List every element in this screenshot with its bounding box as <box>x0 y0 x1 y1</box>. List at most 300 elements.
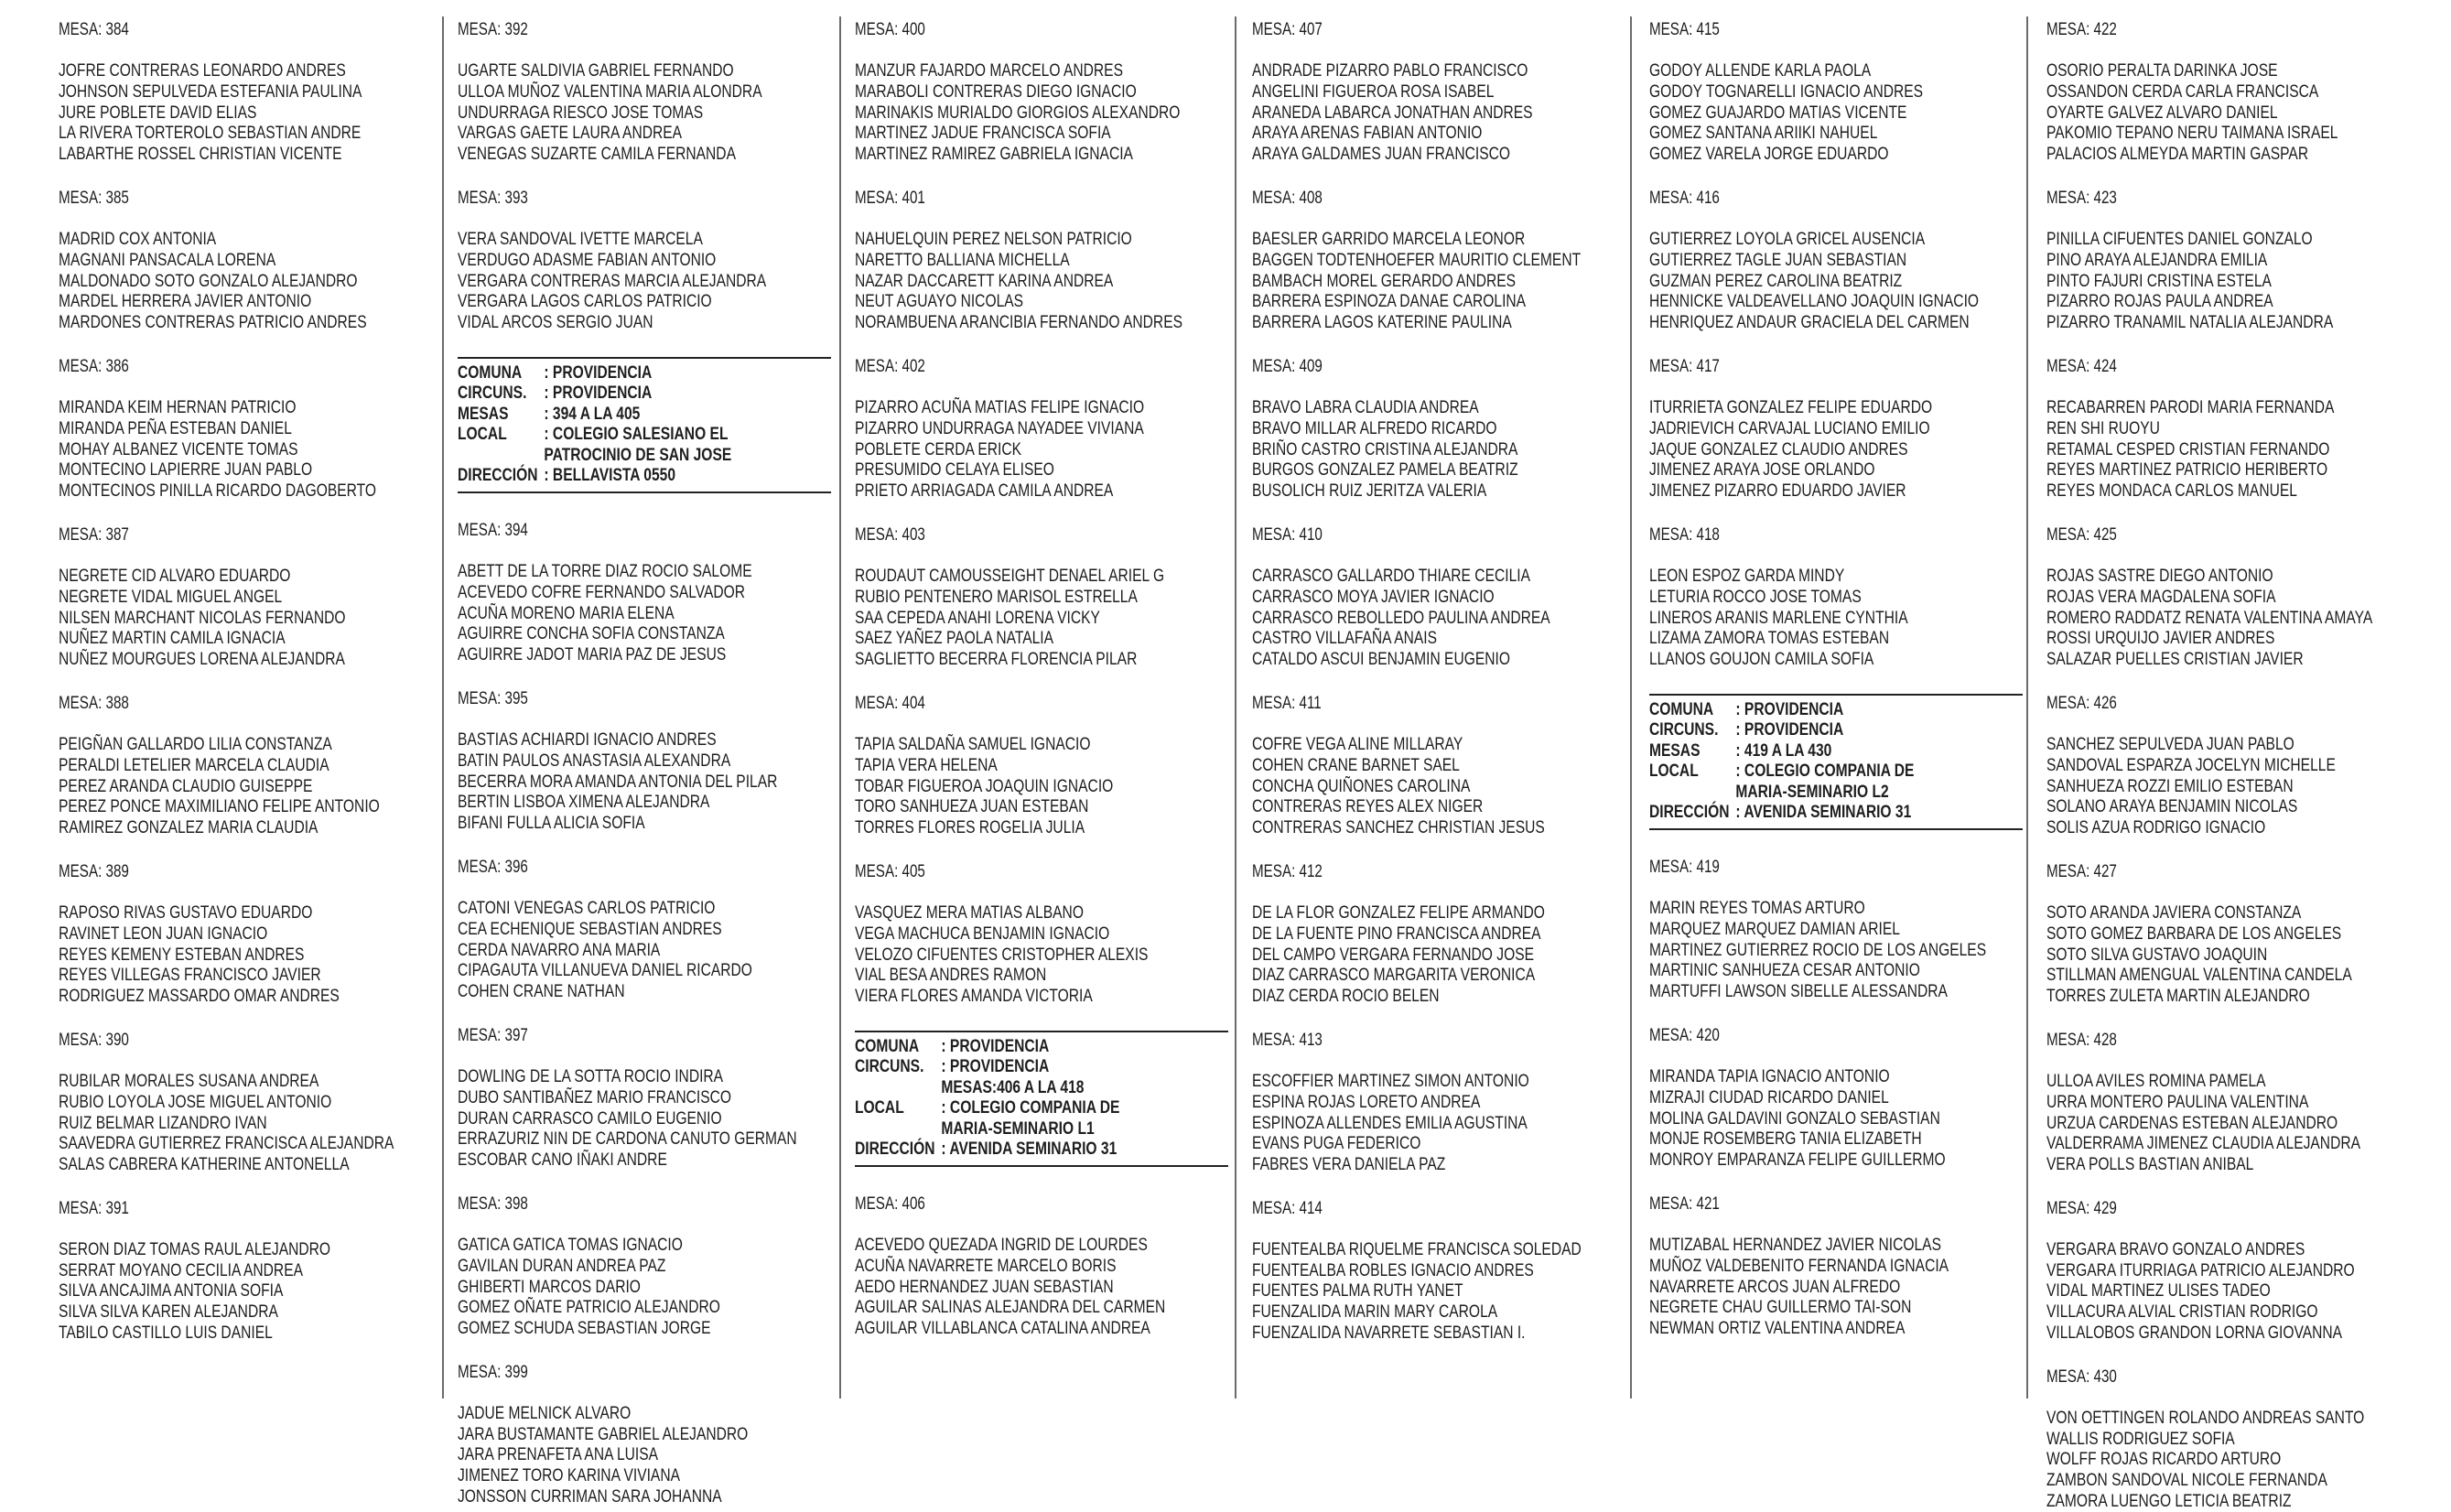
box-field-value: MESAS:406 A LA 418 <box>941 1076 1085 1097</box>
name-list <box>458 1403 831 1507</box>
voter-name: MALDONADO SOTO GONZALO ALEJANDRO <box>59 270 358 291</box>
mesa-label: MESA: 417 <box>1649 356 1720 376</box>
voter-name: MOHAY ALBANEZ VICENTE TOMAS <box>59 438 298 459</box>
voter-name: SALAS CABRERA KATHERINE ANTONELLA <box>59 1154 350 1175</box>
voter-name: PIZARRO ROJAS PAULA ANDREA <box>2046 291 2273 312</box>
voter-name: JIMENEZ PIZARRO EDUARDO JAVIER <box>1649 481 1906 502</box>
column-5 <box>1649 20 1987 1393</box>
mesa-section <box>59 20 432 165</box>
voter-name: SOLIS AZUA RODRIGO IGNACIO <box>2046 817 2266 838</box>
mesa-label: MESA: 389 <box>59 861 129 881</box>
voter-name: ROSSI URQUIJO JAVIER ANDRES <box>2046 628 2275 649</box>
mesa-section <box>1252 357 1625 502</box>
voter-name: URRA MONTERO PAULINA VALENTINA <box>2046 1091 2309 1112</box>
mesa-section <box>2046 1199 2420 1344</box>
voter-name: PINO ARAYA ALEJANDRA EMILIA <box>2046 249 2268 270</box>
voter-name: LA RIVERA TORTEROLO SEBASTIAN ANDRE <box>59 123 362 144</box>
voter-name: MIZRAJI CIUDAD RICARDO DANIEL <box>1649 1086 1889 1107</box>
voter-name: ACEVEDO COFRE FERNANDO SALVADOR <box>458 581 746 602</box>
voter-name: CERDA NAVARRO ANA MARIA <box>458 939 661 960</box>
mesa-section <box>458 189 831 333</box>
mesa-section <box>59 1031 432 1175</box>
mesa-label: MESA: 414 <box>1252 1198 1323 1218</box>
mesa-section <box>2046 20 2420 165</box>
voter-name: RUBIO LOYOLA JOSE MIGUEL ANTONIO <box>59 1091 332 1112</box>
mesa-label: MESA: 388 <box>59 693 129 713</box>
voter-name: VERGARA ITURRIAGA PATRICIO ALEJANDRO <box>2046 1259 2355 1280</box>
voter-name: GHIBERTI MARCOS DARIO <box>458 1276 641 1297</box>
mesa-section <box>458 20 831 165</box>
voter-name: VILLACURA ALVIAL CRISTIAN RODRIGO <box>2046 1301 2318 1323</box>
name-list <box>458 1066 831 1171</box>
name-list <box>458 229 831 333</box>
mesa-section <box>458 1026 831 1171</box>
voter-name: VERGARA BRAVO GONZALO ANDRES <box>2046 1238 2305 1259</box>
voter-name: RAMIREZ GONZALEZ MARIA CLAUDIA <box>59 817 319 838</box>
mesa-section <box>458 1194 831 1339</box>
voter-name: JOHNSON SEPULVEDA ESTEFANIA PAULINA <box>59 81 362 102</box>
box-field-value: : AVENIDA SEMINARIO 31 <box>1735 802 1912 823</box>
voter-name: ANGELINI FIGUEROA ROSA ISABEL <box>1252 81 1495 102</box>
voter-name: PEREZ PONCE MAXIMILIANO FELIPE ANTONIO <box>59 796 380 817</box>
voter-name: PIZARRO ACUÑA MATIAS FELIPE IGNACIO <box>855 396 1145 417</box>
name-list <box>1649 1066 2023 1171</box>
mesa-label: MESA: 424 <box>2046 356 2117 376</box>
box-field-value: : PROVIDENCIA <box>544 362 653 383</box>
voter-name: BURGOS GONZALEZ PAMELA BEATRIZ <box>1252 459 1518 481</box>
column-separator <box>839 16 841 1399</box>
mesa-section <box>59 525 432 670</box>
name-list <box>458 1235 831 1339</box>
box-field-value: : 419 A LA 430 <box>1735 740 1832 761</box>
voter-name: PAKOMIO TEPANO NERU TAIMANA ISRAEL <box>2046 123 2338 144</box>
mesa-label: MESA: 412 <box>1252 861 1323 881</box>
mesa-label: MESA: 428 <box>2046 1030 2117 1050</box>
mesa-label: MESA: 387 <box>59 524 129 545</box>
voter-name: LABARTHE ROSSEL CHRISTIAN VICENTE <box>59 144 342 165</box>
box-field-label: LOCAL <box>855 1097 904 1118</box>
voter-name: JOFRE CONTRERAS LEONARDO ANDRES <box>59 60 346 81</box>
voter-name: RUBIO PENTENERO MARISOL ESTRELLA <box>855 586 1138 607</box>
voter-name: OYARTE GALVEZ ALVARO DANIEL <box>2046 102 2278 123</box>
voter-name: FUENTEALBA ROBLES IGNACIO ANDRES <box>1252 1259 1534 1280</box>
mesa-section <box>1649 525 2023 670</box>
voter-name: MONTECINOS PINILLA RICARDO DAGOBERTO <box>59 481 377 502</box>
mesa-label: MESA: 402 <box>855 356 925 376</box>
mesa-label: MESA: 416 <box>1649 188 1720 208</box>
voter-name: UNDURRAGA RIESCO JOSE TOMAS <box>458 102 704 123</box>
mesa-section <box>59 1199 432 1344</box>
name-list <box>1252 566 1625 670</box>
voter-name: BASTIAS ACHIARDI IGNACIO ANDRES <box>458 729 717 750</box>
name-list <box>1252 902 1625 1007</box>
box-field-label: MESAS <box>1649 740 1701 761</box>
mesa-section <box>458 689 831 834</box>
voter-name: GUZMAN PEREZ CAROLINA BEATRIZ <box>1649 270 1903 291</box>
voter-name: NAZAR DACCARETT KARINA ANDREA <box>855 270 1114 291</box>
voter-name: GUTIERREZ LOYOLA GRICEL AUSENCIA <box>1649 228 1926 249</box>
name-list <box>2046 1071 2420 1175</box>
voter-name: CATONI VENEGAS CARLOS PATRICIO <box>458 897 716 918</box>
voter-name: NEWMAN ORTIZ VALENTINA ANDREA <box>1649 1318 1906 1339</box>
voter-name: LINEROS ARANIS MARLENE CYNTHIA <box>1649 607 1908 628</box>
column-separator <box>442 16 444 1399</box>
mesa-label: MESA: 390 <box>59 1030 129 1050</box>
voter-name: ACUÑA MORENO MARIA ELENA <box>458 602 675 623</box>
name-list <box>855 902 1228 1007</box>
name-list <box>2046 1239 2420 1344</box>
voter-name: WALLIS RODRIGUEZ SOFIA <box>2046 1428 2235 1449</box>
voter-name: GOMEZ OÑATE PATRICIO ALEJANDRO <box>458 1297 720 1318</box>
mesa-section <box>855 20 1228 165</box>
voter-name: ERRAZURIZ NIN DE CARDONA CANUTO GERMAN <box>458 1129 797 1150</box>
mesa-section <box>1649 20 2023 165</box>
voter-name: ESCOFFIER MARTINEZ SIMON ANTONIO <box>1252 1070 1529 1091</box>
mesa-section <box>1252 1199 1625 1344</box>
voter-name: VERGARA CONTRERAS MARCIA ALEJANDRA <box>458 270 767 291</box>
voter-name: GOMEZ SANTANA ARIIKI NAHUEL <box>1649 123 1878 144</box>
voter-name: ULLOA AVILES ROMINA PAMELA <box>2046 1070 2266 1091</box>
mesa-label: MESA: 398 <box>458 1193 528 1214</box>
voter-name: MIRANDA PEÑA ESTEBAN DANIEL <box>59 417 292 438</box>
mesa-section <box>2046 1367 2420 1512</box>
voter-name: LIZAMA ZAMORA TOMAS ESTEBAN <box>1649 628 1890 649</box>
mesa-section <box>2046 862 2420 1007</box>
voter-name: GUTIERREZ TAGLE JUAN SEBASTIAN <box>1649 249 1907 270</box>
voter-name: MARTINEZ JADUE FRANCISCA SOFIA <box>855 123 1111 144</box>
voter-name: ARANEDA LABARCA JONATHAN ANDRES <box>1252 102 1533 123</box>
voter-name: SOLANO ARAYA BENJAMIN NICOLAS <box>2046 796 2298 817</box>
voter-name: VEGA MACHUCA BENJAMIN IGNACIO <box>855 923 1110 944</box>
voter-name: CARRASCO REBOLLEDO PAULINA ANDREA <box>1252 607 1550 628</box>
column-separator <box>1630 16 1632 1399</box>
mesa-label: MESA: 394 <box>458 520 528 540</box>
mesa-label: MESA: 392 <box>458 20 528 39</box>
box-field-label <box>458 445 544 466</box>
voter-name: MARTINIC SANHUEZA CESAR ANTONIO <box>1649 960 1920 981</box>
voter-name: PRESUMIDO CELAYA ELISEO <box>855 459 1054 481</box>
voter-name: REYES VILLEGAS FRANCISCO JAVIER <box>59 965 321 986</box>
mesa-section <box>1649 357 2023 502</box>
voter-name: VIDAL MARTINEZ ULISES TADEO <box>2046 1280 2271 1301</box>
mesa-label: MESA: 423 <box>2046 188 2117 208</box>
voter-name: VARGAS GAETE LAURA ANDREA <box>458 123 683 144</box>
voter-name: VALDERRAMA JIMENEZ CLAUDIA ALEJANDRA <box>2046 1133 2361 1154</box>
voter-name: BRIÑO CASTRO CRISTINA ALEJANDRA <box>1252 438 1518 459</box>
box-field-label: DIRECCIÓN <box>855 1139 935 1160</box>
voter-name: NEGRETE VIDAL MIGUEL ANGEL <box>59 586 283 607</box>
voter-name: SANDOVAL ESPARZA JOCELYN MICHELLE <box>2046 754 2336 775</box>
name-list <box>1649 566 2023 670</box>
voter-name: COFRE VEGA ALINE MILLARAY <box>1252 733 1463 754</box>
voter-name: ANDRADE PIZARRO PABLO FRANCISCO <box>1252 60 1528 81</box>
voter-name: SERON DIAZ TOMAS RAUL ALEJANDRO <box>59 1238 331 1259</box>
name-list <box>855 566 1228 670</box>
voter-name: LEON ESPOZ GARDA MINDY <box>1649 565 1845 586</box>
box-field-value: : PROVIDENCIA <box>1735 719 1844 740</box>
mesa-label: MESA: 399 <box>458 1362 528 1382</box>
voter-name: MIRANDA KEIM HERNAN PATRICIO <box>59 396 297 417</box>
voter-name: JAQUE GONZALEZ CLAUDIO ANDRES <box>1649 438 1908 459</box>
voter-name: VENEGAS SUZARTE CAMILA FERNANDA <box>458 144 736 165</box>
voter-name: MARIN REYES TOMAS ARTURO <box>1649 897 1865 918</box>
box-field-label: CIRCUNS. <box>1649 719 1719 740</box>
voter-name: SOTO SILVA GUSTAVO JOAQUIN <box>2046 944 2268 965</box>
voter-name: SANCHEZ SEPULVEDA JUAN PABLO <box>2046 733 2294 754</box>
mesa-label: MESA: 393 <box>458 188 528 208</box>
name-list <box>458 561 831 665</box>
mesa-section <box>2046 357 2420 502</box>
voter-name: ROJAS VERA MAGDALENA SOFIA <box>2046 586 2276 607</box>
voter-name: MADRID COX ANTONIA <box>59 228 217 249</box>
box-field-value: : PROVIDENCIA <box>544 383 653 404</box>
box-field-value: : COLEGIO SALESIANO EL <box>544 424 729 445</box>
name-list <box>855 60 1228 165</box>
voter-name: GATICA GATICA TOMAS IGNACIO <box>458 1234 683 1255</box>
voter-name: VELOZO CIFUENTES CRISTOPHER ALEXIS <box>855 944 1149 965</box>
voter-name: BECERRA MORA AMANDA ANTONIA DEL PILAR <box>458 771 778 792</box>
voter-name: ESCOBAR CANO IÑAKI ANDRE <box>458 1150 667 1171</box>
mesa-section <box>855 694 1228 838</box>
mesa-section <box>458 858 831 1002</box>
name-list <box>2046 902 2420 1007</box>
voter-name: RUIZ BELMAR LIZANDRO IVAN <box>59 1112 267 1133</box>
name-list <box>855 1235 1228 1339</box>
voter-name: NARETTO BALLIANA MICHELLA <box>855 249 1070 270</box>
voter-name: FUENZALIDA NAVARRETE SEBASTIAN I. <box>1252 1323 1526 1344</box>
box-field-value: : COLEGIO COMPANIA DE <box>941 1097 1120 1118</box>
voter-name: NILSEN MARCHANT NICOLAS FERNANDO <box>59 607 346 628</box>
voter-name: TORRES FLORES ROGELIA JULIA <box>855 817 1085 838</box>
voter-name: JADRIEVICH CARVAJAL LUCIANO EMILIO <box>1649 417 1930 438</box>
voter-name: EVANS PUGA FEDERICO <box>1252 1133 1421 1154</box>
voter-name: SAGLIETTO BECERRA FLORENCIA PILAR <box>855 649 1138 670</box>
box-field-label <box>1649 782 1735 803</box>
voter-name: SAA CEPEDA ANAHI LORENA VICKY <box>855 607 1100 628</box>
mesa-label: MESA: 384 <box>59 20 129 39</box>
voter-name: MARTINEZ GUTIERREZ ROCIO DE LOS ANGELES <box>1649 939 1987 960</box>
mesa-label: MESA: 415 <box>1649 20 1720 39</box>
voter-name: FUENTEALBA RIQUELME FRANCISCA SOLEDAD <box>1252 1238 1582 1259</box>
mesa-label: MESA: 425 <box>2046 524 2117 545</box>
voter-name: VON OETTINGEN ROLANDO ANDREAS SANTO <box>2046 1407 2365 1428</box>
mesa-section <box>1252 862 1625 1007</box>
voter-name: NUÑEZ MARTIN CAMILA IGNACIA <box>59 628 286 649</box>
box-field-label: CIRCUNS. <box>458 383 527 404</box>
mesa-label: MESA: 395 <box>458 688 528 708</box>
voter-name: PIZARRO UNDURRAGA NAYADEE VIVIANA <box>855 417 1144 438</box>
voter-name: CEA ECHENIQUE SEBASTIAN ANDRES <box>458 918 722 939</box>
mesa-label: MESA: 397 <box>458 1025 528 1045</box>
voter-name: JIMENEZ ARAYA JOSE ORLANDO <box>1649 459 1875 481</box>
box-field-value: : 394 A LA 405 <box>544 403 641 424</box>
voter-name: CATALDO ASCUI BENJAMIN EUGENIO <box>1252 649 1511 670</box>
voter-name: NEGRETE CHAU GUILLERMO TAI-SON <box>1649 1297 1912 1318</box>
mesa-section <box>1649 858 2023 1002</box>
voter-name: MANZUR FAJARDO MARCELO ANDRES <box>855 60 1123 81</box>
voter-name: TAPIA SALDAÑA SAMUEL IGNACIO <box>855 733 1091 754</box>
voter-name: DEL CAMPO VERGARA FERNANDO JOSE <box>1252 944 1535 965</box>
voter-name: DUBO SANTIBAÑEZ MARIO FRANCISCO <box>458 1086 732 1107</box>
voter-name: FABRES VERA DANIELA PAZ <box>1252 1154 1446 1175</box>
mesa-section <box>1252 525 1625 670</box>
mesa-section <box>59 189 432 333</box>
voter-name: NORAMBUENA ARANCIBIA FERNANDO ANDRES <box>855 312 1183 333</box>
name-list <box>1649 397 2023 502</box>
mesa-label: MESA: 406 <box>855 1193 925 1214</box>
mesa-label: MESA: 386 <box>59 356 129 376</box>
mesa-section <box>59 694 432 838</box>
column-separator <box>2026 16 2028 1399</box>
voter-name: MAGNANI PANSACALA LORENA <box>59 249 276 270</box>
voter-name: BAGGEN TODTENHOEFER MAURITIO CLEMENT <box>1252 249 1582 270</box>
voter-name: OSORIO PERALTA DARINKA JOSE <box>2046 60 2278 81</box>
voter-name: TOBAR FIGUEROA JOAQUIN IGNACIO <box>855 775 1114 796</box>
name-list <box>59 229 432 333</box>
voter-name: HENNICKE VALDEAVELLANO JOAQUIN IGNACIO <box>1649 291 1980 312</box>
voter-name: COHEN CRANE NATHAN <box>458 981 625 1002</box>
voter-name: ULLOA MUÑOZ VALENTINA MARIA ALONDRA <box>458 81 762 102</box>
name-list <box>2046 566 2420 670</box>
box-field-label: LOCAL <box>1649 761 1699 782</box>
name-list <box>458 60 831 165</box>
polling-place-box <box>1649 694 2023 830</box>
name-list <box>59 1239 432 1344</box>
voter-name: MARDEL HERRERA JAVIER ANTONIO <box>59 291 312 312</box>
voter-name: VIERA FLORES AMANDA VICTORIA <box>855 986 1093 1007</box>
name-list <box>458 729 831 834</box>
voter-name: ROUDAUT CAMOUSSEIGHT DENAEL ARIEL G <box>855 565 1165 586</box>
column-separator <box>1235 16 1236 1399</box>
voter-name: ARAYA ARENAS FABIAN ANTONIO <box>1252 123 1483 144</box>
mesa-section <box>458 1363 831 1507</box>
voter-name: JADUE MELNICK ALVARO <box>458 1402 632 1423</box>
voter-name: ROJAS SASTRE DIEGO ANTONIO <box>2046 565 2273 586</box>
box-field-label <box>855 1077 941 1098</box>
voter-name: SERRAT MOYANO CECILIA ANDREA <box>59 1259 303 1280</box>
mesa-section <box>1252 189 1625 333</box>
name-list <box>2046 734 2420 838</box>
voter-name: COHEN CRANE BARNET SAEL <box>1252 754 1460 775</box>
voter-name: VERGARA LAGOS CARLOS PATRICIO <box>458 291 712 312</box>
mesa-section <box>59 862 432 1007</box>
mesa-label: MESA: 411 <box>1252 693 1322 713</box>
mesa-section <box>1252 694 1625 838</box>
voter-name: RAPOSO RIVAS GUSTAVO EDUARDO <box>59 902 313 923</box>
voter-name: MARQUEZ MARQUEZ DAMIAN ARIEL <box>1649 918 1900 939</box>
voter-name: GODOY ALLENDE KARLA PAOLA <box>1649 60 1872 81</box>
box-field-label: DIRECCIÓN <box>1649 802 1730 823</box>
mesa-section <box>855 1194 1228 1339</box>
mesa-section <box>2046 189 2420 333</box>
voter-name: SOTO GOMEZ BARBARA DE LOS ANGELES <box>2046 923 2342 944</box>
voter-name: RAVINET LEON JUAN IGNACIO <box>59 923 268 944</box>
voter-name: ABETT DE LA TORRE DIAZ ROCIO SALOME <box>458 560 752 581</box>
box-field-label <box>855 1118 941 1139</box>
name-list <box>59 60 432 165</box>
voter-name: DE LA FLOR GONZALEZ FELIPE ARMANDO <box>1252 902 1545 923</box>
voter-name: BRAVO LABRA CLAUDIA ANDREA <box>1252 396 1479 417</box>
voter-name: CIPAGAUTA VILLANUEVA DANIEL RICARDO <box>458 960 752 981</box>
mesa-label: MESA: 426 <box>2046 693 2117 713</box>
voter-name: ZAMORA LUENGO LETICIA BEATRIZ <box>2046 1491 2292 1512</box>
mesa-section <box>1649 1194 2023 1339</box>
name-list <box>1252 734 1625 838</box>
mesa-section <box>2046 1031 2420 1175</box>
voter-name: MUÑOZ VALDEBENITO FERNANDA IGNACIA <box>1649 1255 1949 1276</box>
polling-place-box <box>855 1031 1228 1167</box>
voter-name: SOTO ARANDA JAVIERA CONSTANZA <box>2046 902 2302 923</box>
voter-name: SALAZAR PUELLES CRISTIAN JAVIER <box>2046 649 2304 670</box>
mesa-section <box>1649 1026 2023 1171</box>
voter-name: MARTINEZ RAMIREZ GABRIELA IGNACIA <box>855 144 1133 165</box>
voter-name: RUBILAR MORALES SUSANA ANDREA <box>59 1070 319 1091</box>
mesa-label: MESA: 407 <box>1252 20 1323 39</box>
mesa-label: MESA: 409 <box>1252 356 1323 376</box>
voter-name: LLANOS GOUJON CAMILA SOFIA <box>1649 649 1874 670</box>
voter-name: AGUILAR SALINAS ALEJANDRA DEL CARMEN <box>855 1297 1166 1318</box>
voter-name: GODOY TOGNARELLI IGNACIO ANDRES <box>1649 81 1924 102</box>
mesa-section <box>855 189 1228 333</box>
voter-name: ESPINOZA ALLENDES EMILIA AGUSTINA <box>1252 1112 1528 1133</box>
column-2 <box>458 20 797 1507</box>
voter-name: HENRIQUEZ ANDAUR GRACIELA DEL CARMEN <box>1649 312 1970 333</box>
box-field-label: DIRECCIÓN <box>458 465 538 486</box>
name-list <box>1649 898 2023 1002</box>
name-list <box>1252 60 1625 165</box>
mesa-section <box>855 862 1228 1007</box>
voter-name: VIDAL ARCOS SERGIO JUAN <box>458 312 653 333</box>
mesa-label: MESA: 421 <box>1649 1193 1720 1214</box>
voter-name: PALACIOS ALMEYDA MARTIN GASPAR <box>2046 144 2309 165</box>
voter-name: NAVARRETE ARCOS JUAN ALFREDO <box>1649 1276 1901 1297</box>
voter-name: VERDUGO ADASME FABIAN ANTONIO <box>458 249 717 270</box>
name-list <box>2046 397 2420 502</box>
mesa-section <box>1252 20 1625 165</box>
voter-name: RODRIGUEZ MASSARDO OMAR ANDRES <box>59 986 340 1007</box>
mesa-label: MESA: 419 <box>1649 857 1720 877</box>
voter-name: NAHUELQUIN PEREZ NELSON PATRICIO <box>855 228 1132 249</box>
mesa-label: MESA: 408 <box>1252 188 1323 208</box>
mesa-label: MESA: 404 <box>855 693 925 713</box>
box-field-value: : AVENIDA SEMINARIO 31 <box>941 1139 1118 1160</box>
voter-name: ROMERO RADDATZ RENATA VALENTINA AMAYA <box>2046 607 2373 628</box>
voter-name: OSSANDON CERDA CARLA FRANCISCA <box>2046 81 2319 102</box>
voter-name: GOMEZ GUAJARDO MATIAS VICENTE <box>1649 102 1907 123</box>
name-list <box>2046 1408 2420 1512</box>
column-1 <box>59 20 394 1393</box>
voter-name: MARTUFFI LAWSON SIBELLE ALESSANDRA <box>1649 981 1948 1002</box>
voter-name: RETAMAL CESPED CRISTIAN FERNANDO <box>2046 438 2330 459</box>
mesa-label: MESA: 420 <box>1649 1025 1720 1045</box>
voter-name: PRIETO ARRIAGADA CAMILA ANDREA <box>855 481 1114 502</box>
voter-name: AGUIRRE JADOT MARIA PAZ DE JESUS <box>458 644 727 665</box>
voter-name: DE LA FUENTE PINO FRANCISCA ANDREA <box>1252 923 1541 944</box>
voter-name: NUÑEZ MOURGUES LORENA ALEJANDRA <box>59 649 345 670</box>
name-list <box>59 734 432 838</box>
name-list <box>1252 1071 1625 1175</box>
voter-name: REYES MONDACA CARLOS MANUEL <box>2046 481 2297 502</box>
voter-name: PERALDI LETELIER MARCELA CLAUDIA <box>59 754 329 775</box>
voter-name: VERA SANDOVAL IVETTE MARCELA <box>458 228 703 249</box>
voter-name: BRAVO MILLAR ALFREDO RICARDO <box>1252 417 1497 438</box>
mesa-label: MESA: 429 <box>2046 1198 2117 1218</box>
voter-name: BARRERA LAGOS KATERINE PAULINA <box>1252 312 1512 333</box>
voter-name: WOLFF ROJAS RICARDO ARTURO <box>2046 1449 2282 1470</box>
mesa-section <box>2046 694 2420 838</box>
voter-name: MARABOLI CONTRERAS DIEGO IGNACIO <box>855 81 1137 102</box>
mesa-section <box>458 521 831 665</box>
